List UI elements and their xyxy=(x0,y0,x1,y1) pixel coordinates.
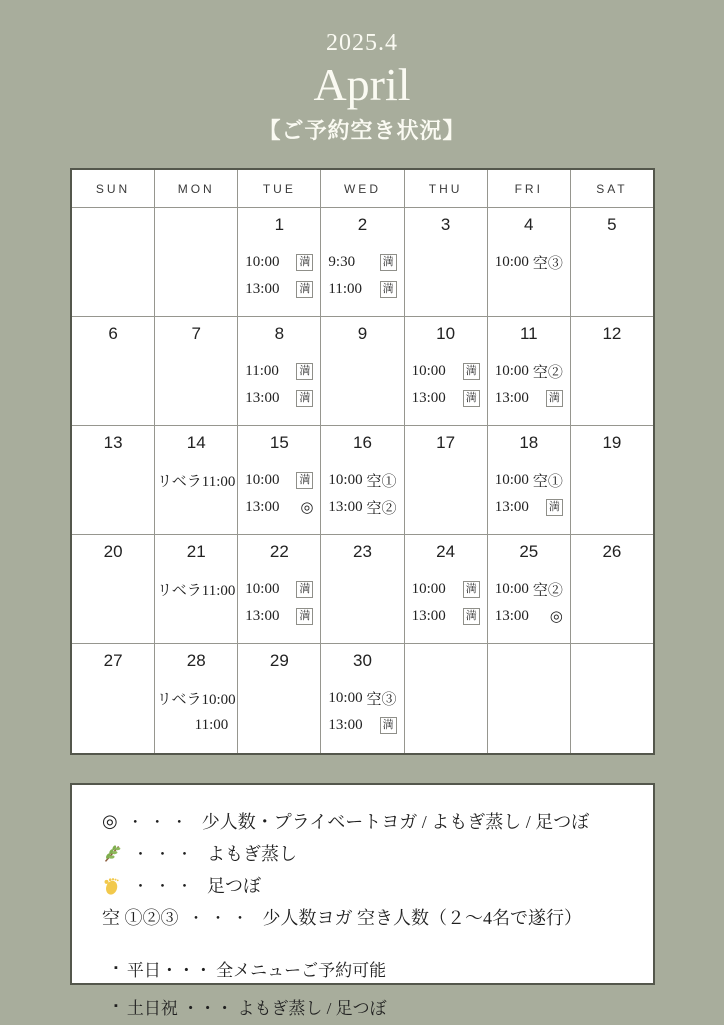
availability-mark: 空② xyxy=(366,501,397,517)
day-header-sun: SUN xyxy=(72,170,155,208)
day-cell-20 xyxy=(72,535,155,644)
slot-list xyxy=(157,467,236,494)
day-cell-12 xyxy=(571,317,653,426)
slot-time: 13:00 xyxy=(411,390,446,406)
date-number: 15 xyxy=(269,433,289,452)
slot-list xyxy=(156,685,236,739)
availability-mark: 空① xyxy=(366,474,397,490)
time-slot xyxy=(493,603,565,630)
slot-time: 10:00 xyxy=(494,581,529,597)
slot-time: 11:00 xyxy=(194,717,229,733)
week-row xyxy=(72,317,653,426)
full-mark: 満 xyxy=(380,717,397,734)
availability-mark: 空③ xyxy=(366,692,397,708)
slot-time: 13:00 xyxy=(245,390,280,406)
time-slot xyxy=(410,385,482,412)
date-number: 26 xyxy=(602,542,622,561)
time-slot xyxy=(410,358,482,385)
day-cell-25 xyxy=(488,535,571,644)
time-slot xyxy=(326,712,398,739)
time-slot xyxy=(156,685,236,712)
day-cell-13 xyxy=(72,426,155,535)
month-title: April xyxy=(313,59,411,110)
legend-item xyxy=(102,869,627,901)
slot-time: 13:00 xyxy=(411,608,446,624)
date-number: 20 xyxy=(103,542,123,561)
day-cell-18 xyxy=(488,426,571,535)
full-mark: 満 xyxy=(296,472,313,489)
time-slot xyxy=(157,467,236,494)
legend-items xyxy=(102,805,627,933)
day-cell-5 xyxy=(571,208,653,317)
legend-box xyxy=(70,783,655,1018)
slot-list xyxy=(243,358,315,412)
day-header-row xyxy=(72,170,653,208)
date-number: 2 xyxy=(357,215,368,234)
day-cell-2 xyxy=(321,208,404,317)
day-cell-empty xyxy=(571,644,653,753)
date-number xyxy=(77,214,149,236)
date-number: 29 xyxy=(269,651,289,670)
day-cell-9 xyxy=(321,317,404,426)
date-number: 3 xyxy=(440,215,451,234)
availability-mark: ◎ xyxy=(300,500,314,516)
time-slot xyxy=(243,576,315,603)
day-header-mon: MON xyxy=(155,170,238,208)
slot-list xyxy=(243,467,315,521)
slot-time: 13:00 xyxy=(245,499,280,515)
legend-symbol: 空 ①②③ xyxy=(102,908,179,928)
slot-list xyxy=(243,249,315,303)
time-slot xyxy=(160,712,232,739)
time-slot xyxy=(326,494,398,521)
slot-time: 13:00 xyxy=(245,281,280,297)
day-header-thu: THU xyxy=(405,170,488,208)
slot-list xyxy=(493,249,565,276)
date-number: 18 xyxy=(519,433,539,452)
day-cell-15 xyxy=(238,426,321,535)
week-row xyxy=(72,644,653,753)
legend-item xyxy=(102,805,627,837)
day-cell-21 xyxy=(155,535,238,644)
availability-subtitle: 【ご予約空き状況】 xyxy=(258,117,466,143)
slot-time: 13:00 xyxy=(328,717,363,733)
time-slot xyxy=(243,494,315,521)
date-number: 14 xyxy=(186,433,206,452)
day-cell-6 xyxy=(72,317,155,426)
note-text: 土日祝 ・・・ よもぎ蒸し / 足つぼ xyxy=(126,998,387,1018)
time-slot xyxy=(326,276,398,303)
date-number: 23 xyxy=(353,542,372,561)
slot-time: 11:00 xyxy=(328,281,363,297)
day-cell-27 xyxy=(72,644,155,753)
day-cell-26 xyxy=(571,535,653,644)
day-cell-22 xyxy=(238,535,321,644)
week-row xyxy=(72,535,653,644)
time-slot xyxy=(243,467,315,494)
date-number: 10 xyxy=(436,324,456,343)
date-number: 8 xyxy=(274,324,285,343)
slot-list xyxy=(493,358,565,412)
time-slot xyxy=(493,576,565,603)
date-number: 13 xyxy=(103,433,123,452)
date-number: 11 xyxy=(519,324,538,343)
day-cell-11 xyxy=(488,317,571,426)
availability-mark: 空② xyxy=(532,583,563,599)
date-number: 12 xyxy=(602,324,622,343)
date-number xyxy=(410,650,482,672)
full-mark: 満 xyxy=(296,581,313,598)
time-slot xyxy=(493,467,565,494)
day-header-tue: TUE xyxy=(238,170,321,208)
slot-time: 10:00 xyxy=(245,254,280,270)
slot-time: 10:00 xyxy=(245,472,280,488)
time-slot xyxy=(243,385,315,412)
slot-list xyxy=(326,685,398,739)
day-cell-24 xyxy=(405,535,488,644)
note-text: 平日・・・ 全メニューご予約可能 xyxy=(126,960,387,980)
time-slot xyxy=(410,603,482,630)
date-number: 28 xyxy=(186,651,206,670)
full-mark: 満 xyxy=(296,390,313,407)
slot-list xyxy=(243,576,315,630)
slot-time: 10:00 xyxy=(328,472,363,488)
slot-list xyxy=(493,576,565,630)
square-bullet-icon: ▪ xyxy=(114,962,118,974)
slot-time: リベラ11:00 xyxy=(157,583,236,599)
calendar-weeks xyxy=(72,208,653,753)
full-mark: 満 xyxy=(546,499,563,516)
date-number: 22 xyxy=(269,542,289,561)
day-cell-8 xyxy=(238,317,321,426)
time-slot xyxy=(493,494,565,521)
full-mark: 満 xyxy=(296,254,313,271)
full-mark: 満 xyxy=(463,390,480,407)
availability-mark: ◎ xyxy=(549,609,563,625)
legend-text: 足つぼ xyxy=(207,876,262,896)
square-bullet-icon: ▪ xyxy=(114,1000,118,1012)
time-slot xyxy=(410,576,482,603)
day-header-sat: SAT xyxy=(571,170,653,208)
full-mark: 満 xyxy=(296,608,313,625)
legend-symbol: ◎ xyxy=(102,810,118,831)
date-number: 24 xyxy=(436,542,456,561)
slot-time: 11:00 xyxy=(245,363,279,379)
legend-note xyxy=(114,949,627,987)
slot-time: リベラ11:00 xyxy=(157,474,236,490)
day-cell-empty xyxy=(488,644,571,753)
day-cell-10 xyxy=(405,317,488,426)
time-slot xyxy=(243,358,315,385)
date-number xyxy=(576,650,648,672)
herb-icon xyxy=(102,843,123,864)
time-slot xyxy=(326,467,398,494)
time-slot xyxy=(243,603,315,630)
date-number xyxy=(160,214,232,236)
day-cell-14 xyxy=(155,426,238,535)
slot-list xyxy=(326,249,398,303)
calendar-table xyxy=(70,168,655,755)
day-cell-empty xyxy=(155,208,238,317)
date-number: 16 xyxy=(353,433,372,452)
day-cell-empty xyxy=(405,644,488,753)
full-mark: 満 xyxy=(463,363,480,380)
day-cell-4 xyxy=(488,208,571,317)
date-number: 6 xyxy=(108,324,118,343)
day-header-fri: FRI xyxy=(488,170,571,208)
slot-time: 9:30 xyxy=(328,254,356,270)
week-row xyxy=(72,208,653,317)
day-cell-29 xyxy=(238,644,321,753)
legend-dots: ・・・ xyxy=(188,910,255,927)
day-cell-3 xyxy=(405,208,488,317)
full-mark: 満 xyxy=(380,254,397,271)
time-slot xyxy=(493,358,565,385)
slot-time: 13:00 xyxy=(494,608,529,624)
legend-text: 少人数ヨガ 空き人数（２～4名で遂行） xyxy=(262,908,583,928)
slot-time: 13:00 xyxy=(245,608,280,624)
calendar-header xyxy=(0,0,724,145)
date-number: 25 xyxy=(519,542,539,561)
legend-note xyxy=(114,987,627,1025)
day-cell-30 xyxy=(321,644,404,753)
slot-time: リベラ10:00 xyxy=(156,692,236,708)
slot-time: 13:00 xyxy=(328,499,363,515)
time-slot xyxy=(243,276,315,303)
date-number: 21 xyxy=(186,542,206,561)
slot-time: 10:00 xyxy=(494,363,529,379)
full-mark: 満 xyxy=(463,608,480,625)
date-number: 27 xyxy=(103,651,123,670)
time-slot xyxy=(493,249,565,276)
week-row xyxy=(72,426,653,535)
day-cell-empty xyxy=(72,208,155,317)
date-number: 30 xyxy=(353,651,372,670)
availability-mark: 空① xyxy=(532,474,563,490)
legend-item xyxy=(102,837,627,869)
legend-text: よもぎ蒸し xyxy=(207,844,298,864)
slot-time: 10:00 xyxy=(328,690,363,706)
date-number xyxy=(493,650,565,672)
day-cell-7 xyxy=(155,317,238,426)
time-slot xyxy=(326,685,398,712)
time-slot xyxy=(493,385,565,412)
legend-dots: ・・・ xyxy=(133,878,200,895)
day-cell-28 xyxy=(155,644,238,753)
slot-list xyxy=(326,467,398,521)
slot-list xyxy=(410,576,482,630)
full-mark: 満 xyxy=(296,363,313,380)
day-cell-1 xyxy=(238,208,321,317)
legend-item xyxy=(102,901,627,933)
day-cell-23 xyxy=(321,535,404,644)
slot-list xyxy=(410,358,482,412)
day-cell-16 xyxy=(321,426,404,535)
slot-list xyxy=(493,467,565,521)
slot-list xyxy=(157,576,236,603)
full-mark: 満 xyxy=(463,581,480,598)
time-slot xyxy=(157,576,236,603)
day-cell-17 xyxy=(405,426,488,535)
year-label: 2025.4 xyxy=(326,30,398,56)
slot-time: 10:00 xyxy=(494,472,529,488)
full-mark: 満 xyxy=(546,390,563,407)
date-number: 7 xyxy=(191,324,201,343)
date-number: 17 xyxy=(436,433,456,452)
availability-mark: 空② xyxy=(532,365,563,381)
slot-time: 10:00 xyxy=(411,363,446,379)
date-number: 1 xyxy=(274,215,285,234)
slot-time: 13:00 xyxy=(494,390,529,406)
legend-notes xyxy=(102,949,627,1025)
slot-time: 10:00 xyxy=(411,581,446,597)
time-slot xyxy=(243,249,315,276)
slot-time: 10:00 xyxy=(494,254,529,270)
slot-time: 13:00 xyxy=(494,499,529,515)
slot-time: 10:00 xyxy=(245,581,280,597)
full-mark: 満 xyxy=(296,281,313,298)
date-number: 5 xyxy=(607,215,617,234)
legend-dots: ・・・ xyxy=(133,846,200,863)
full-mark: 満 xyxy=(380,281,397,298)
availability-mark: 空③ xyxy=(532,256,563,272)
legend-dots: ・・・ xyxy=(127,814,194,831)
day-header-wed: WED xyxy=(321,170,404,208)
date-number: 19 xyxy=(602,433,622,452)
date-number: 9 xyxy=(357,324,368,343)
date-number: 4 xyxy=(524,215,534,234)
time-slot xyxy=(326,249,398,276)
foot-icon xyxy=(102,875,123,896)
legend-text: 少人数・プライベートヨガ / よもぎ蒸し / 足つぼ xyxy=(201,812,590,832)
day-cell-19 xyxy=(571,426,653,535)
